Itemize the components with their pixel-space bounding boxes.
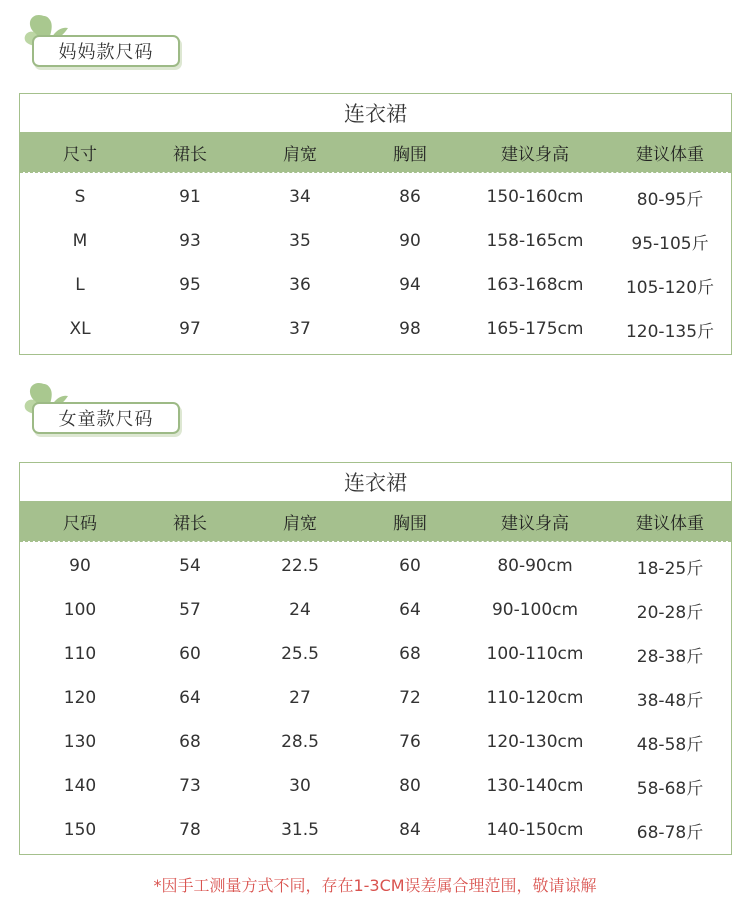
mom-section-header <box>20 12 180 72</box>
col-header: 胸围 <box>393 513 427 534</box>
girl-section-header <box>20 380 180 440</box>
table-cell: 110-120cm <box>486 688 584 708</box>
table-cell: 28.5 <box>281 732 319 752</box>
col-header: 尺码 <box>63 513 97 534</box>
table-row <box>20 219 731 263</box>
table-cell: 97 <box>179 319 201 339</box>
table-cell: 100-110cm <box>486 644 584 664</box>
table-cell: 130-140cm <box>486 776 584 796</box>
table-cell: 35 <box>289 231 311 251</box>
table-cell: 34 <box>289 187 311 207</box>
table-cell: 78 <box>179 820 201 840</box>
table-cell: 93 <box>179 231 201 251</box>
table-cell: 68 <box>179 732 201 752</box>
table-cell: 20-28斤 <box>636 602 704 623</box>
table-cell: 18-25斤 <box>636 558 704 579</box>
table-row <box>20 676 731 720</box>
table-cell: 95 <box>179 275 201 295</box>
table-cell: 80-90cm <box>497 556 573 576</box>
table-row <box>20 175 731 219</box>
table-cell: 68-78斤 <box>636 822 704 843</box>
mom-size-table <box>19 93 732 355</box>
girl-table-title: 连衣裙 <box>344 471 407 495</box>
table-cell: 31.5 <box>281 820 319 840</box>
table-cell: 57 <box>179 600 201 620</box>
table-cell: XL <box>69 319 91 339</box>
table-cell: 24 <box>289 600 311 620</box>
table-cell: 84 <box>399 820 421 840</box>
col-header: 建议体重 <box>636 144 704 165</box>
table-cell: L <box>75 275 85 295</box>
table-row <box>20 544 731 588</box>
table-cell: 140 <box>63 776 97 796</box>
table-cell: 48-58斤 <box>636 734 704 755</box>
girl-header-row <box>20 501 731 541</box>
table-cell: 94 <box>399 275 421 295</box>
girl-size-badge: 女童款尺码 <box>32 402 180 434</box>
girl-size-table <box>19 462 732 855</box>
table-cell: 27 <box>289 688 311 708</box>
table-row <box>20 632 731 676</box>
table-cell: 158-165cm <box>486 231 584 251</box>
table-cell: 95-105斤 <box>631 233 709 254</box>
table-cell: 165-175cm <box>486 319 584 339</box>
table-cell: 73 <box>179 776 201 796</box>
table-cell: 80 <box>399 776 421 796</box>
col-header: 肩宽 <box>283 513 317 534</box>
table-cell: 60 <box>179 644 201 664</box>
mom-header-row <box>20 132 731 172</box>
table-cell: 36 <box>289 275 311 295</box>
table-cell: 68 <box>399 644 421 664</box>
table-cell: 64 <box>179 688 201 708</box>
table-cell: 105-120斤 <box>625 277 715 298</box>
col-header: 建议身高 <box>501 513 569 534</box>
table-row <box>20 588 731 632</box>
table-cell: 140-150cm <box>486 820 584 840</box>
table-cell: M <box>72 231 88 251</box>
table-cell: 72 <box>399 688 421 708</box>
table-row <box>20 808 731 852</box>
table-cell: 110 <box>63 644 97 664</box>
table-cell: 22.5 <box>281 556 319 576</box>
mom-table-title: 连衣裙 <box>344 102 407 126</box>
table-cell: 120-135斤 <box>625 321 715 342</box>
col-header: 裙长 <box>173 513 207 534</box>
table-cell: 90 <box>399 231 421 251</box>
col-header: 尺寸 <box>63 144 97 165</box>
table-cell: 37 <box>289 319 311 339</box>
table-cell: S <box>74 187 86 207</box>
table-cell: 58-68斤 <box>636 778 704 799</box>
table-cell: 120-130cm <box>486 732 584 752</box>
table-cell: 90-100cm <box>491 600 579 620</box>
table-cell: 150-160cm <box>486 187 584 207</box>
mom-table-body <box>20 172 731 351</box>
table-cell: 60 <box>399 556 421 576</box>
table-cell: 150 <box>63 820 97 840</box>
table-cell: 25.5 <box>281 644 319 664</box>
table-cell: 38-48斤 <box>636 690 704 711</box>
table-cell: 100 <box>63 600 97 620</box>
table-cell: 120 <box>63 688 97 708</box>
table-cell: 91 <box>179 187 201 207</box>
col-header: 胸围 <box>393 144 427 165</box>
table-cell: 86 <box>399 187 421 207</box>
col-header: 建议身高 <box>501 144 569 165</box>
col-header: 裙长 <box>173 144 207 165</box>
table-row <box>20 764 731 808</box>
measurement-note: *因手工测量方式不同，存在1-3CM误差属合理范围，敬请谅解 <box>153 876 597 895</box>
table-row <box>20 307 731 351</box>
table-cell: 30 <box>289 776 311 796</box>
table-cell: 98 <box>399 319 421 339</box>
table-cell: 163-168cm <box>486 275 584 295</box>
table-cell: 90 <box>69 556 91 576</box>
table-cell: 28-38斤 <box>636 646 704 667</box>
table-cell: 76 <box>399 732 421 752</box>
table-cell: 80-95斤 <box>636 189 704 210</box>
girl-table-body <box>20 541 731 852</box>
col-header: 建议体重 <box>636 513 704 534</box>
mom-size-badge: 妈妈款尺码 <box>32 35 180 67</box>
table-cell: 54 <box>179 556 201 576</box>
table-cell: 130 <box>63 732 97 752</box>
table-row <box>20 720 731 764</box>
table-cell: 64 <box>399 600 421 620</box>
table-row <box>20 263 731 307</box>
col-header: 肩宽 <box>283 144 317 165</box>
